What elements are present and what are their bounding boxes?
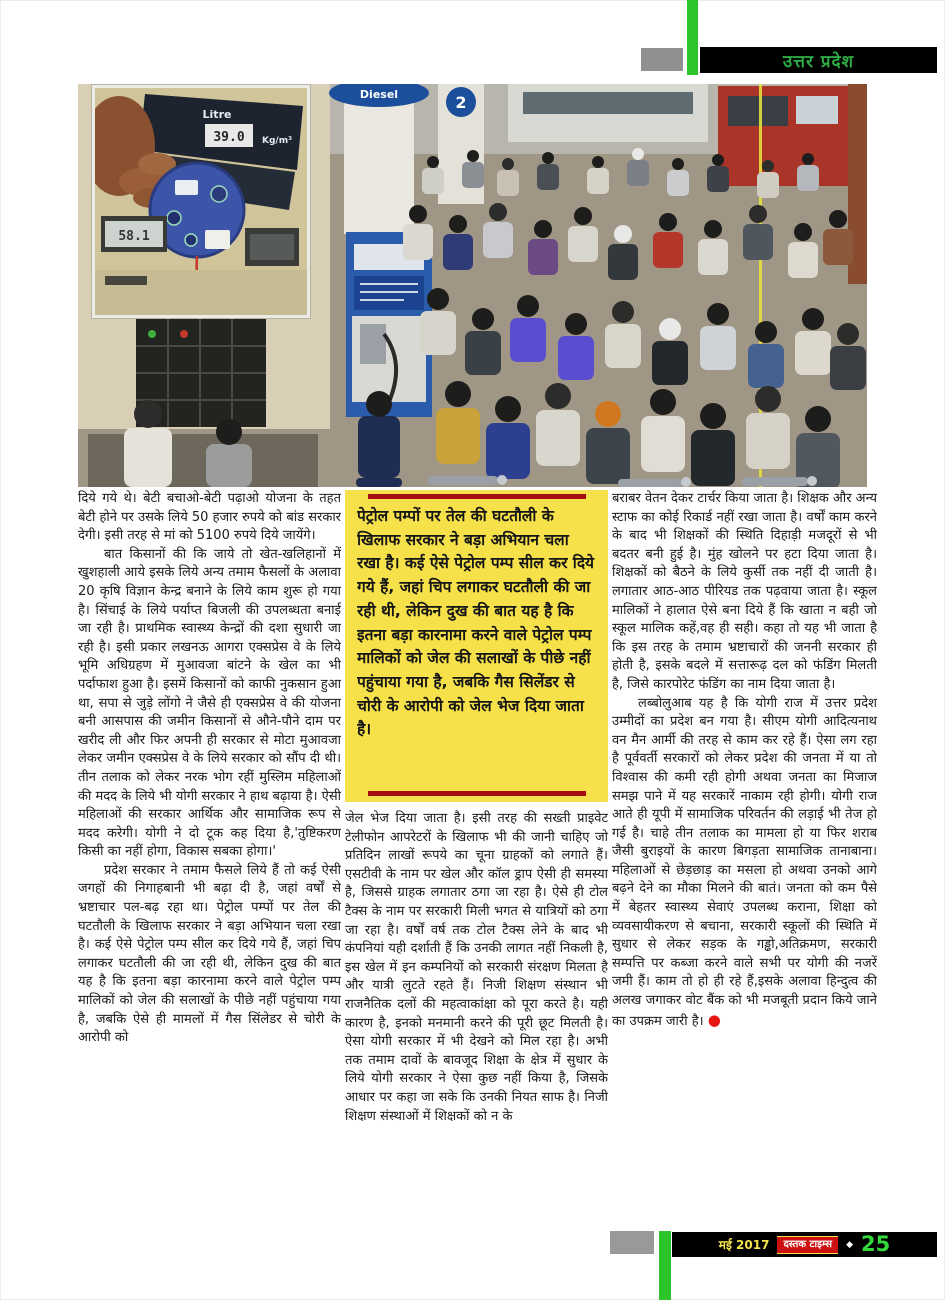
white-minibus [508,84,708,142]
article-end-mark: ● [707,1010,721,1029]
diamond-separator-icon: ◆ [846,1239,853,1250]
section-header-bar [700,47,937,73]
paragraph: प्रदेश सरकार ने तमाम फैसले लिये हैं तो कई ऐसी जगहों की निगाहबानी भी बढ़ा दी है, जहां वर्षों से भ्रष्टाचार पल-बढ़ रहा था। पेट्रोल पम्पों पर तेल की घटतौली के खिलाफ सरकार ने बड़ा अभियान चला रखा है। कई ऐसे पेट्रोल पम्प सील कर दिये गये हैं, जहां चिप लगाकर घटतौली की जा रही थी, लेकिन दुख की बात यह है कि इतना बड़ा कारनामा करने वाले पेट्रोल पम्प मालिकों को जेल की सलाखों के पीछे नहीं पहुंचाया गया है, जबकि ऐसे ही मामलों में गैस सिंलेडर से चोरी के आरोपी को [78,862,341,1046]
paragraph [612,695,877,1032]
paragraph: जेल भेज दिया जाता है। इसी तरह की सख्ती प्राइवेट टेलीफोन आपरेटरों के खिलाफ भी की जानी चाहिए जो प्रतिदिन लाखों रूपये का चूना ग्राहकों को लगाते हैं। एसटीवी के नाम पर खेल और कॉल ड्राप ऐसी ही समस्या है, जिससे ग्राहक लगातार ठगा जा रहा है। ऐसे ही टोल टैक्स के नाम पर सरकारी मिली भगत से यात्रियों को ठगा जा रहा है। वर्षों वर्ष तक टोल टैक्स लेने के बाद भी कंपनियां यही दर्शाती हैं कि उनकी लागत नहीं निकली है, इस खेल में इन कम्पनियों को सरकारी संरक्षण मिलता है और यात्री लुटते रहते हैं। निजी शिक्षण संस्थान भी राजनैतिक दलों की महत्वाकांक्षा को पूरा करते है। यही कारण है, इनको मनमानी करने की पूरी छूट मिलती है। ऐसा योगी सरकार में भी देखने को मिल रहा है। अभी तक तमाम दावों के बावजूद शिक्षा के क्षेत्र में सुधार के लिये योगी सरकार ने ऐसा कुछ नहीं किया है, जिसके आधार पर कहा जा सके कि उनकी नियत साफ है। निजी शिक्षण संस्थाओं में शिक्षकों को न के [345,811,608,1124]
petrol-pump-crowd-photo [78,84,867,487]
footer-bar [672,1232,937,1257]
magazine-logo: दस्तक टाइम्स [777,1236,838,1254]
litre-label: Litre [202,108,232,121]
pump-number-label: 2 [455,93,467,112]
diesel-sign-label: Diesel [359,88,399,101]
pullquote-text: पेट्रोल पम्पों पर तेल की घटतौली के खिलाफ सरकार ने बड़ा अभियान चला रखा है। कई ऐसे पेट्रोल पम्प सील कर दिये गये हैं, जहां चिप लगाकर घटतौली की जा रही थी, लेकिन दुख की बात यह है कि इतना बड़ा कारनामा करने वाले पेट्रोल पम्प मालिकों को जेल की सलाखों के पीछे नहीं पहुंचाया गया है, जबकि गैस सिलेंडर से चोरी के आरोपी को जेल भेज दिया जाता है। [357,507,595,739]
fuel-meter-chip-inset-photo [92,85,310,318]
footer-gray-block [610,1231,654,1254]
section-title: उत्तर प्रदेश [782,51,855,72]
paragraph-text: लब्बोलुआब यह है कि योगी राज में उत्तर प्रदेश उम्मीदों का प्रदेश बन गया है। सीएम योगी आदित्यनाथ वन मैन आर्मी की तरह से काम कर रहे हैं। ऐसा लग रहा है पूर्ववर्ती सरकारों को लेकर प्रदेश की जनता में या तो विश्वास की कमी रही होगी अथवा जनता का मिजाज समझ पाने में यह सरकारें नाकाम रही होगी। योगी राज आते ही यूपी में सामाजिक परिवर्तन की लड़ाई भी तेज हो गई है। चाहे तीन तलाक का मामला हो या फिर शराब जैसी बुराइयों के कारण बिगड़ता सामाजिक तानाबाना। महिलाओं से छेड़छाड़ का मसला हो अथवा उनको आगे बढ़ने देने का मौका मिलने की बातं। जनता को कम पैसे में बेहतर स्वास्थ्य सेवाएं उपलब्ध कराना, शिक्षा को व्यवसायीकरण से बचाना, सरकारी स्कूलों की स्थिति में सुधार से लेकर सड़क के गड्ढो,अतिक्रमण, सरकारी सम्पत्ति पर कब्जा करने वाले सभी पर योगी की नजरें जमी हैं। काम तो हो ही रहे हैं,इसके अलावा हिन्दुत्व की अलख जगाकर वोट बैंक को भी मजबूती प्रदान किये जाने का उपक्रम जारी है। [612,695,877,1029]
price-value: 58.1 [118,229,150,244]
footer-green-accent-bar [659,1231,671,1300]
article-column-left [78,490,341,1253]
article-column-middle [345,810,608,1253]
header-gray-block [641,48,683,71]
header-green-accent-bar [687,0,698,75]
paragraph: बात किसानों की कि जाये तो खेत-खलिहानों में खुशहाली आये इसके लिये अन्य तमाम फैसलों के अलावा 20 कृषि विज्ञान केन्द्र बनाने के लिये काम शुरू हो गया है। सिंचाई के लिये पर्याप्त बिजली की उपलब्धता बनाई जा रही है। प्राथमिक स्वास्थ्य केन्द्रों की दशा सुधारी जा रही है। इसी प्रकार लखनऊ आगरा एक्सप्रेस वे के लिये भूमि अधिग्रहण में मुआवजा बांटने के खेल का भी पर्दाफाश हुआ है। इसमें किसानों को काफी नुकसान हुआ था, सपा से जुड़े लोंगो ने जैसे ही एक्सप्रेस वे की योजना बनी आसपास की जमीन किसानों से औने-पौने दाम पर खरीद ली और फिर अपनी ही सरकार से मोटा मुआवजा लेकर जमीन एक्सप्रेस वे के लिये सरकार को सौंप दी थी। तीन तलाक को लेकर नरक भोग रहीं मुस्लिम महिलाओं की मदद के लिये भी योगी सरकार ने हाथ बढ़ाया है। ऐसी महिलाओं की सरकार आर्थिक और सामाजिक रूप से मदद करेगी। योगी ने दो टूक कह दिया है,'तुष्टिकरण किसी का नहीं होगा, विकास सबका होगा।' [78,546,341,860]
meter-value: 39.0 [213,130,245,145]
pullquote-bottom-rule [368,791,586,796]
paragraph: दिये गये थे। बेटी बचाओ-बेटी पढ़ाओ योजना के तहत बेटी होने पर उसके लिये 50 हजार रुपये को बांड सरकार देगी। इसी तरह से मां को 5100 रुपये दिये जायेंगे। [78,491,341,544]
paragraph: बराबर वेतन देकर टार्चर किया जाता है। शिक्षक और अन्य स्टाफ का कोई रिकार्ड नहीं रखा जाता है। वर्षों काम करने के बाद भी शिक्षकों की स्थिति दिहाड़ी मजदूरों से भी बदतर बनी हुई है। मुंह खोलने पर हटा दिया जाता है। शिक्षकों को बैठने के लिये कुर्सी तक नहीं दी जाती है। लगातार आठ-आठ पीरियड तक पढ़वाया जाता है। स्कूल मालिकों ने हालात ऐसे बना दिये हैं कि खाता न बही जो स्कूल मालिक कहें,वह ही सही। कहा तो यह भी जाता है कि इस तरह के तमाम भ्रष्टाचारों की जननी सरकार ही होती है, इसके बदले में सत्तारूढ़ दल को फंडिंग मिलती है, जिसे कारपोरेट फंडिंग का नाम दिया जाता है। [612,491,877,692]
inset-scene [95,88,307,315]
meter-unit-label: Kg/m³ [261,136,293,146]
pullquote-box [345,490,608,802]
article-column-right [612,490,877,1253]
page-number: 25 [860,1232,891,1256]
issue-date: मई 2017 [718,1238,770,1252]
price-display [101,216,167,252]
